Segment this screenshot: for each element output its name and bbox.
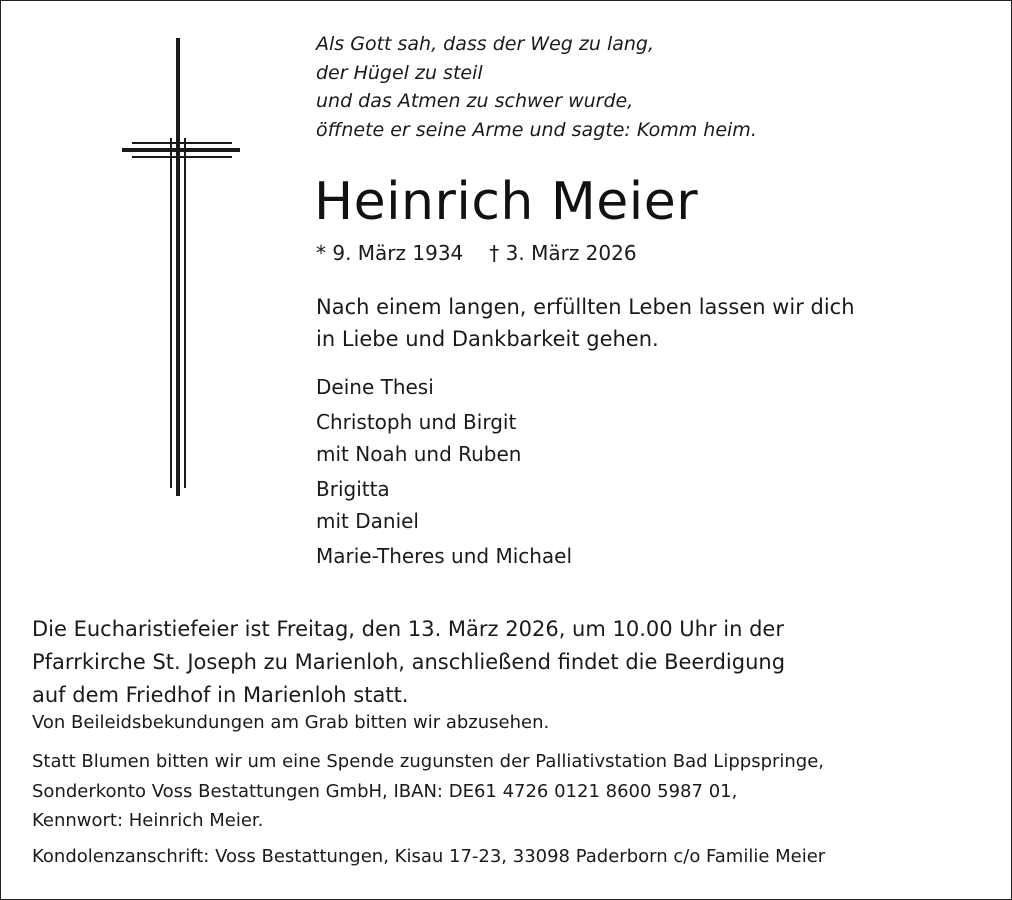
donation-line: Sonderkonto Voss Bestattungen GmbH, IBAN: DE61 4726 0121 8600 5987 01, (32, 780, 738, 802)
mourner-line: mit Noah und Ruben (316, 442, 522, 466)
mourner-group (316, 540, 956, 572)
cross-icon (118, 34, 248, 504)
service-details (32, 613, 992, 712)
mourners-list (316, 371, 956, 575)
farewell-line: in Liebe und Dankbarkeit gehen. (316, 327, 659, 351)
mourner-group (316, 406, 956, 470)
mourner-line: Deine Thesi (316, 375, 434, 399)
deceased-name: Heinrich Meier (314, 172, 699, 232)
donation-line: Statt Blumen bitten wir um eine Spende zugunsten der Palliativstation Bad Lippspringe, (32, 751, 825, 772)
poem-line: Als Gott sah, dass der Weg zu lang, (316, 33, 655, 55)
condolence-address: Kondolenzanschrift: Voss Bestattungen, Kisau 17-23, 33098 Paderborn c/o Familie Meier (32, 846, 826, 867)
condolence-request-note: Von Beileidsbekundungen am Grab bitten wir abzusehen. (32, 712, 550, 733)
mourner-line: Brigitta (316, 477, 390, 501)
death-date: † 3. März 2026 (489, 241, 637, 265)
poem-line: öffnete er seine Arme und sagte: Komm heim. (316, 118, 757, 141)
service-line: auf dem Friedhof in Marienloh statt. (32, 683, 409, 707)
farewell-line: Nach einem langen, erfüllten Leben lassen wir dich (316, 295, 855, 319)
mourner-line: mit Daniel (316, 509, 419, 533)
poem-line: der Hügel zu steil (316, 61, 483, 84)
poem-line: und das Atmen zu schwer wurde, (316, 90, 634, 112)
mourner-group (316, 473, 956, 537)
mourner-line: Marie-Theres und Michael (316, 544, 573, 568)
poem (316, 30, 976, 144)
service-line: Die Eucharistiefeier ist Freitag, den 13. März 2026, um 10.00 Uhr in der (32, 617, 784, 641)
donation-info (32, 747, 992, 836)
service-line: Pfarrkirche St. Joseph zu Marienloh, anschließend findet die Beerdigung (32, 650, 786, 674)
mourner-group (316, 371, 956, 403)
farewell-text (316, 291, 956, 355)
donation-line: Kennwort: Heinrich Meier. (32, 810, 264, 831)
birth-date: * 9. März 1934 (316, 241, 464, 265)
life-dates (316, 239, 637, 267)
mourner-line: Christoph und Birgit (316, 410, 517, 434)
